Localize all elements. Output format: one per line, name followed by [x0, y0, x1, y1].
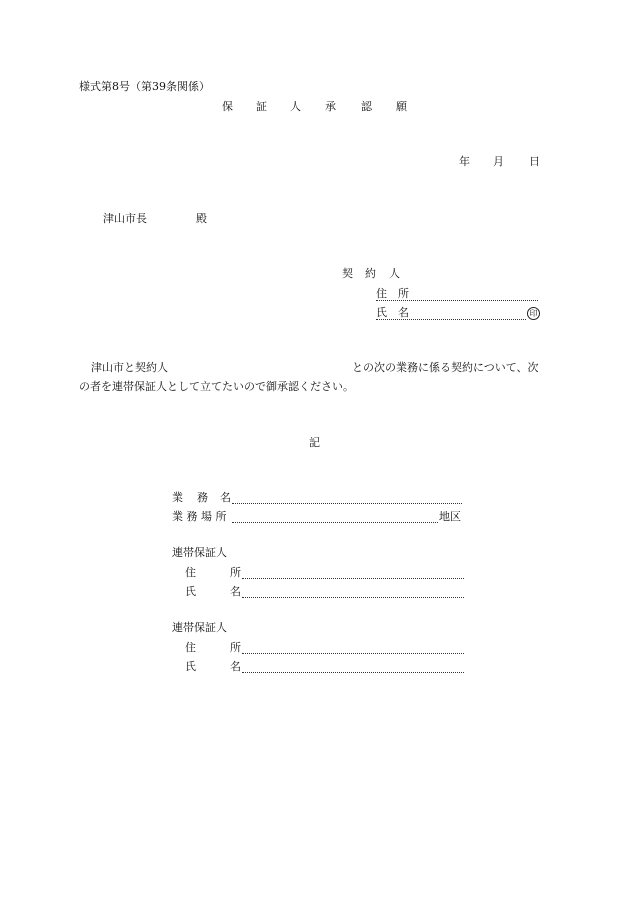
contractor-heading-char: 人 — [389, 267, 400, 280]
guarantor-address-label: 住 — [185, 566, 196, 579]
district-label: 地区 — [439, 510, 461, 523]
guarantor-name-label: 名 — [230, 660, 241, 673]
addressee-name: 津山市長 — [103, 212, 147, 225]
guarantor-name-line[interactable] — [242, 672, 464, 673]
contractor-heading-char: 約 — [365, 267, 376, 280]
guarantor-name-line[interactable] — [242, 597, 464, 598]
business-place-line[interactable] — [232, 522, 438, 523]
guarantor-address-line[interactable] — [242, 578, 464, 579]
title-char: 保 — [222, 100, 233, 113]
title-char: 願 — [396, 100, 407, 113]
business-name-line[interactable] — [232, 503, 462, 504]
guarantor-address-label: 所 — [230, 641, 241, 654]
title-char: 承 — [325, 100, 336, 113]
title-char: 証 — [256, 100, 267, 113]
contractor-name-line[interactable] — [376, 319, 526, 320]
guarantor-address-label: 住 — [185, 641, 196, 654]
guarantor-heading: 連帯保証人 — [172, 546, 227, 559]
title-char: 認 — [361, 100, 372, 113]
body-line1-prefix: 津山市と契約人 — [91, 361, 168, 374]
contractor-address-label: 所 — [398, 287, 409, 300]
business-name-label: 名 — [220, 491, 231, 504]
guarantor-heading: 連帯保証人 — [172, 621, 227, 634]
business-name-label: 業 — [172, 491, 183, 504]
business-place-label: 業 務 場 所 — [172, 510, 227, 523]
guarantor-name-label: 氏 — [185, 660, 196, 673]
guarantor-name-label: 氏 — [185, 585, 196, 598]
date-month: 月 — [493, 155, 504, 168]
contractor-address-line[interactable] — [376, 300, 538, 301]
contractor-heading-char: 契 — [342, 267, 353, 280]
seal-icon: 印 — [527, 307, 540, 320]
contractor-name-label: 氏 — [376, 306, 387, 319]
guarantor-name-label: 名 — [230, 585, 241, 598]
contractor-name-label: 名 — [398, 306, 409, 319]
date-year: 年 — [459, 155, 470, 168]
business-name-label: 務 — [197, 491, 208, 504]
addressee-honorific: 殿 — [196, 212, 207, 225]
contractor-address-label: 住 — [376, 287, 387, 300]
body-line2: の者を連帯保証人として立てたいので御承認ください。 — [79, 380, 354, 393]
body-line1-suffix: との次の業務に係る契約について、次 — [352, 361, 539, 374]
guarantor-address-line[interactable] — [242, 653, 464, 654]
date-day: 日 — [529, 155, 540, 168]
form-number: 様式第8号（第39条関係） — [79, 80, 210, 93]
guarantor-address-label: 所 — [230, 566, 241, 579]
title-char: 人 — [290, 100, 301, 113]
ki-heading: 記 — [309, 436, 320, 449]
